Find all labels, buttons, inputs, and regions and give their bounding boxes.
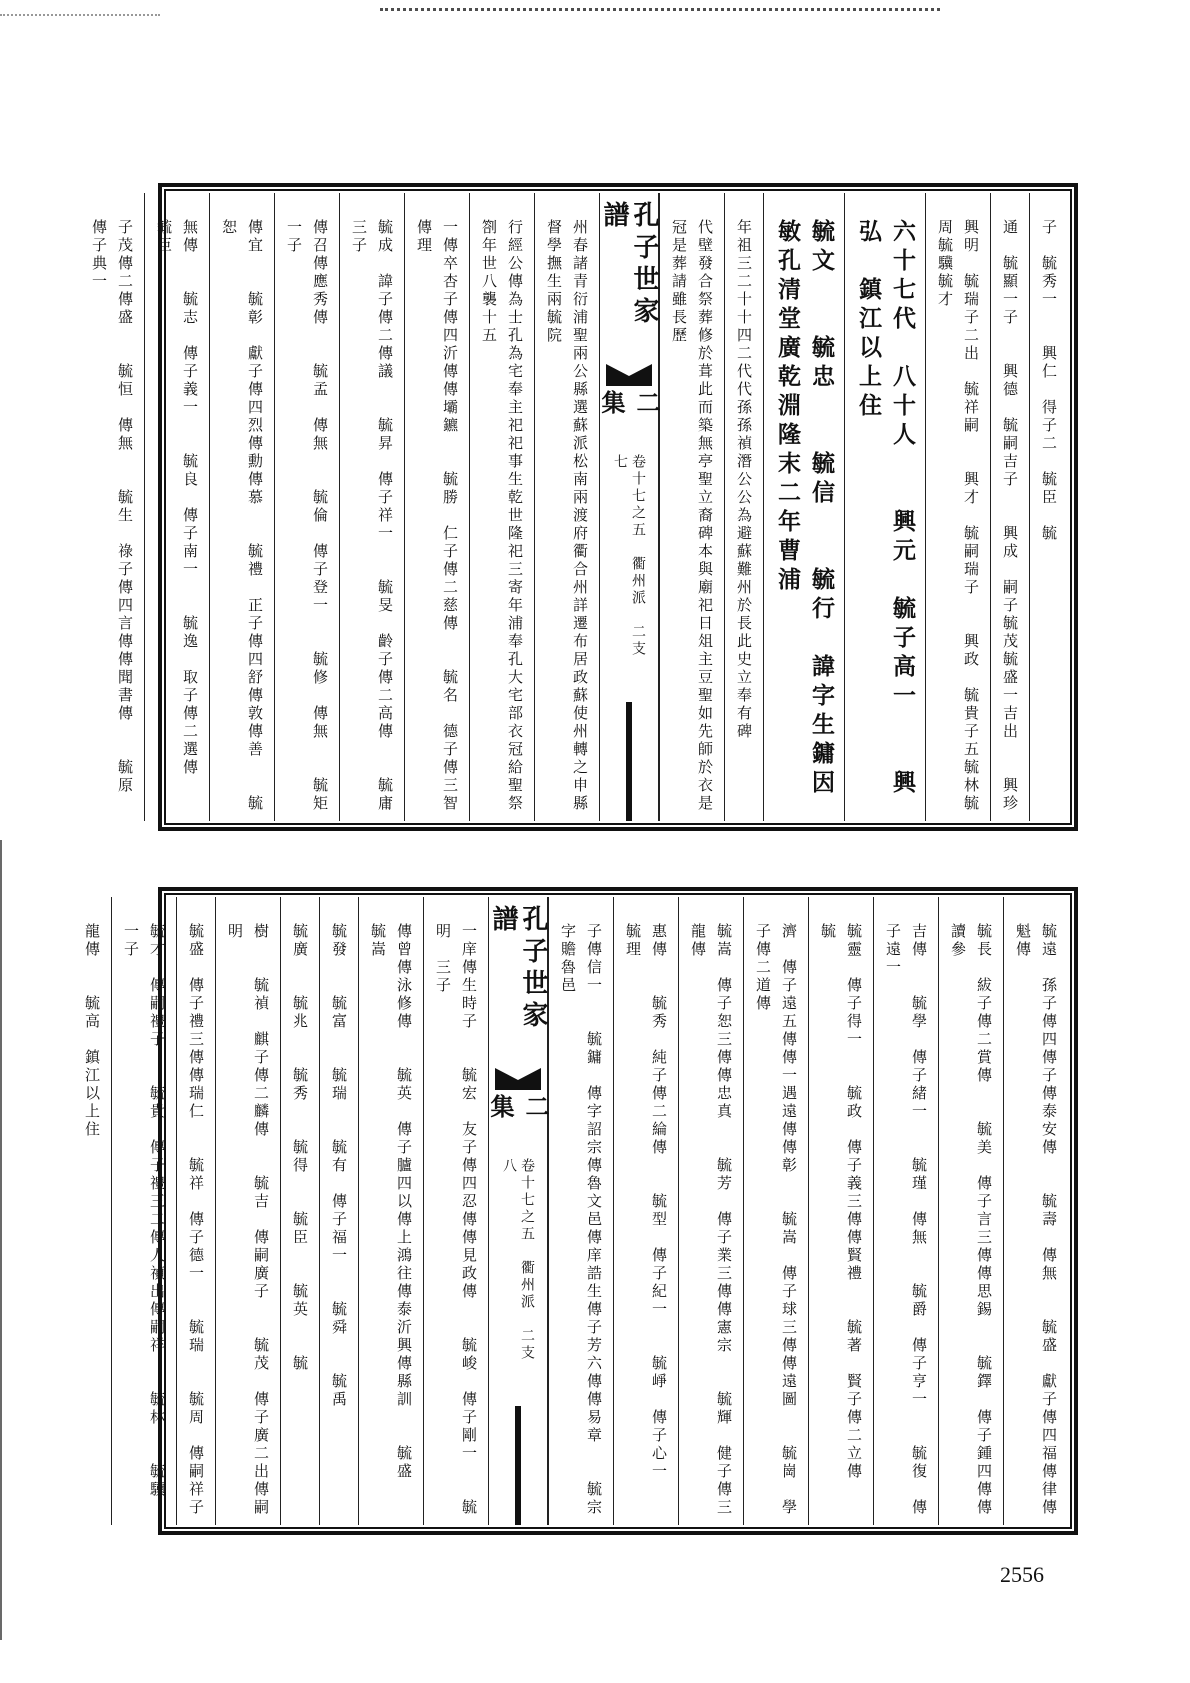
text-column: 毓成 諱子傳二傳議 毓昇 傳子祥一 毓旻 齡子傳二高傳 毓庸 三子: [339, 193, 404, 821]
text-column: 一庠傳生時子 毓宏 友子傳四忍傳傳見政傳 毓峻 傳子剛一 毓明 三子: [423, 897, 488, 1525]
text-column: 子 毓秀一 興仁 得子二 毓臣 毓: [1029, 193, 1068, 821]
text-column: 毓才 傳嗣禮子 毓貴 傳子禮三二傳人禎出傳嗣祥 毓林 毓驥 一子: [111, 897, 176, 1525]
text-column: 龍傳 毓高 鎮江以上住: [83, 923, 101, 1139]
page-panel-bottom: [83, 887, 1078, 1535]
scan-spine-edge: [0, 840, 2, 1640]
fishtail-mark-icon: [495, 1068, 541, 1090]
text-column: 州春諸青衍浦聖兩公縣選蘇派松南兩渡府衢合州詳遷布居政蘇使州轉之申縣督學撫生兩毓院: [534, 193, 599, 821]
text-column: 年祖三二十十四二代代孫孫禎潛公公為避蘇難州於長此史立奉有碑: [724, 193, 763, 821]
generation-heading-column: 六十七代 八十人 興元 毓子高一 興弘 鎮江以上住: [844, 193, 925, 821]
text-column: 傳召傳應秀傳 毓孟 傳無 毓倫 傳子登一 毓修 傳無 毓矩 一子: [274, 193, 339, 821]
center-fold-strip: [488, 897, 548, 1525]
text-column: 興明 毓瑞子二出 毓祥嗣 興才 毓嗣瑞子 興政 毓貴子五毓林毓周毓驥毓才: [925, 193, 990, 821]
text-column: 行經公傳為士孔為宅奉主祀祀事生乾世隆祀三寄年浦奉孔大宅部衣冠給聖祭劄年世八襲十五: [469, 193, 534, 821]
book-title: 孔子世家譜: [488, 905, 548, 1033]
text-column: 毓遠 孫子傳四傳子傳泰安傳 毓壽 傳無 毓盛 獻子傳四福傳律傳魁傳: [1003, 897, 1068, 1525]
text-column: 通 毓顯一子 興德 毓嗣吉子 興成 嗣子毓茂毓盛一吉出 興珍: [990, 193, 1029, 821]
text-column: 樹 毓禎 麒子傳二麟傳 毓吉 傳嗣廣子 毓茂 傳子廣二出傳嗣明: [215, 897, 280, 1525]
text-column: 傳宜 毓彰 獻子傳四烈傳勳傳慕 毓禮 正子傳四舒傳敦傳善 毓恕: [209, 193, 274, 821]
text-column: 代壁發合祭葬修於葺此而築無亭聖立裔碑本與廟祀日俎主豆聖如先師於衣是冠是葬請雖長歷: [659, 193, 724, 821]
page-panel-top: [90, 183, 1078, 831]
page-number: 2556: [1000, 1562, 1044, 1587]
text-column: 惠傳 毓秀 純子傳二綸傳 毓型 傳子紀一 毓崢 傳子心一 毓理: [613, 897, 678, 1525]
center-rule: [626, 702, 632, 821]
text-column: 子茂傳二傳盛 毓恒 傳無 毓生 祿子傳四言傳傳聞書傳 毓原 傳子典一: [90, 219, 134, 813]
text-column: 毓嵩 傳子恕三傳傳忠真 毓芳 傳子業三傳傳憲宗 毓輝 健子傳三龍傳: [678, 897, 743, 1525]
center-fold-strip: [599, 193, 659, 821]
text-column: 吉傳 毓學 傳子緒一 毓瑾 傳無 毓爵 傳子亨一 毓復 傳子遠一: [873, 897, 938, 1525]
text-column: 傳曾傳泳修傳 毓英 傳子臚四以傳上鴻往傳泰沂興傳縣訓 毓盛 毓嵩: [358, 897, 423, 1525]
text-column: 毓靈 傳子得一 毓政 傳子義三傳傳賢禮 毓著 賢子傳二立傳 毓: [808, 897, 873, 1525]
volume-subtitle: 卷十七之五 衢州派 二支 八: [501, 1157, 535, 1379]
text-column: 毓文 毓忠 毓信 毓行 諱字生鏞因敏孔清堂廣乾淵隆末二年曹浦: [763, 193, 844, 821]
scan-top-noise: [380, 8, 940, 21]
text-column: 毓長 紱子傳二賞傳 毓美 傳子言三傳傳思錫 毓鐸 傳子鍾四傳傳讀參: [938, 897, 1003, 1525]
text-column: 毓盛 傳子禮三傳傳瑞仁 毓祥 傳子德一 毓瑞 毓周 傳嗣祥子: [176, 897, 215, 1525]
book-title: 孔子世家譜: [599, 201, 659, 329]
text-column: 毓發 毓富 毓瑞 毓有 傳子福一 毓舜 毓禹: [319, 897, 358, 1525]
scan-top-noise-left: [0, 14, 160, 18]
text-column: 子傳信一 毓鏞 傳字詔宗傳魯文邑傳庠誥生傳子芳六傳傳易章 毓宗 字贍魯邑: [548, 897, 613, 1525]
collection-label: 二集: [486, 1093, 550, 1122]
volume-subtitle: 卷十七之五 衢州派 二支 七: [612, 453, 646, 675]
text-column: 無傳 毓志 傳子義一 毓良 傳子南一 毓逸 取子傳二選傳 毓臣: [144, 193, 209, 821]
fishtail-mark-icon: [606, 364, 652, 386]
collection-label: 二集: [597, 389, 661, 418]
text-column: 一傳卒杏子傳四沂傳傳壩鑣 毓勝 仁子傳二慈傳 毓名 德子傳三智傳理: [404, 193, 469, 821]
text-column: 濟 傳子遠五傳傳一遇遠傳傳彰 毓嵩 傳子球三傳傳遠圖 毓崗 學子傳二道傳: [743, 897, 808, 1525]
text-column: 毓廣 毓兆 毓秀 毓得 毓臣 毓英 毓: [280, 897, 319, 1525]
center-rule: [515, 1406, 521, 1525]
